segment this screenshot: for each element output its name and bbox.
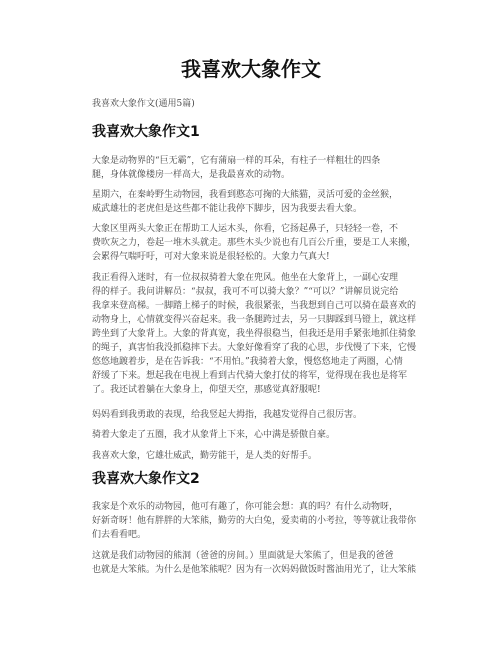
text-line: 大象是动物界的“巨无霸”，它有蒲扇一样的耳朵，有柱子一样粗壮的四条 bbox=[92, 156, 381, 166]
document-title: 我喜欢大象作文 bbox=[181, 57, 321, 81]
text-line: 得的样子。我问讲解员：“叔叔，我可不可以骑大象？”“可以？”讲解员说完给 bbox=[92, 287, 399, 297]
text-line: 我家是个欢乐的动物园，他可有趣了，你可能会想：真的吗？有什么动物呀， bbox=[92, 502, 399, 512]
section-1-paragraph-4 bbox=[92, 271, 417, 397]
text-line: 悠悠地踱着步，是在告诉我：“不用怕。”我骑着大象，慢悠悠地走了两圈，心情 bbox=[92, 357, 403, 367]
text-line: 腿，身体就像楼房一样高大，是我最喜欢的动物。 bbox=[92, 170, 291, 180]
text-line: 这就是我们动物园的熊洞（爸爸的房间。）里面就是大笨熊了，但是我的爸爸 bbox=[92, 551, 394, 561]
section-1-paragraph-2 bbox=[92, 188, 414, 216]
text-line: 的绳子，真害怕我没抓稳摔下去。大象好像看穿了我的心思，步伐慢了下来，它慢 bbox=[92, 343, 417, 353]
text-line: 了。我还试着躺在大象身上，仰望天空，那感觉真舒服呢! bbox=[92, 385, 321, 395]
text-line: 费吹灰之力，卷起一堆木头就走。那些木头少说也有几百公斤重，要是工人来搬， bbox=[92, 238, 417, 248]
text-line: 星期六，在秦岭野生动物园，我看到憨态可掬的大熊猫，灵活可爱的金丝猴， bbox=[92, 190, 399, 200]
text-line: 舒缓了下来。想起我在电视上看到古代骑大象打仗的将军，觉得现在我也是将军 bbox=[92, 371, 408, 381]
text-line: 妈妈看到我勇敢的表现，给我竖起大拇指，我越发觉得自己很厉害。 bbox=[92, 410, 363, 420]
section-heading-1: 我喜欢大象作文1 bbox=[92, 124, 200, 140]
text-line: 我喜欢大象，它雄壮威武，勤劳能干，是人类的好帮手。 bbox=[92, 451, 318, 461]
text-line: 也就是大笨熊。为什么是他笨熊呢？因为有一次妈妈做饭时酱油用光了，让大笨熊 bbox=[92, 565, 417, 575]
text-line: 我拿来登高梯。一脚踏上梯子的时候，我很紧张，当我想到自己可以骑在最喜欢的 bbox=[92, 301, 417, 311]
document-subtitle: 我喜欢大象作文(通用5篇) bbox=[92, 99, 195, 109]
text-line: 会累得气喘吁吁，可对大象来说是很轻松的。大象力气真大! bbox=[92, 252, 330, 262]
section-1-paragraph-5 bbox=[92, 408, 414, 422]
section-2-paragraph-1 bbox=[92, 500, 417, 542]
section-1-paragraph-6 bbox=[92, 428, 414, 442]
section-1-paragraph-3 bbox=[92, 222, 417, 264]
section-heading-2: 我喜欢大象作文2 bbox=[92, 471, 200, 487]
section-2-paragraph-2 bbox=[92, 549, 417, 577]
text-line: 骑着大象走了五圈，我才从象背上下来，心中满是骄傲自豪。 bbox=[92, 430, 336, 440]
text-line: 动物身上，心情就变得兴奋起来。我一条腿跨过去，另一只脚踩到马镫上，就这样 bbox=[92, 315, 417, 325]
text-line: 好新奇呀！他有胖胖的大笨熊，勤劳的大白兔，爱卖萌的小考拉，等等就让我带你 bbox=[92, 516, 417, 526]
text-line: 们去看看吧。 bbox=[92, 530, 147, 540]
text-line: 大象区里两头大象正在帮助工人运木头，你看，它扬起鼻子，只轻轻一卷，不 bbox=[92, 224, 399, 234]
text-line: 我正看得入迷时，有一位叔叔骑着大象在兜风。他坐在大象背上，一副心安理 bbox=[92, 273, 399, 283]
text-line: 跨坐到了大象背上。大象的背真宽，我坐得很稳当，但我还是用手紧张地抓住骑象 bbox=[92, 329, 417, 339]
text-line: 威武雄壮的老虎但是这些都不能让我停下脚步，因为我要去看大象。 bbox=[92, 204, 363, 214]
section-1-paragraph-7 bbox=[92, 449, 414, 463]
section-1-paragraph-1 bbox=[92, 154, 414, 182]
